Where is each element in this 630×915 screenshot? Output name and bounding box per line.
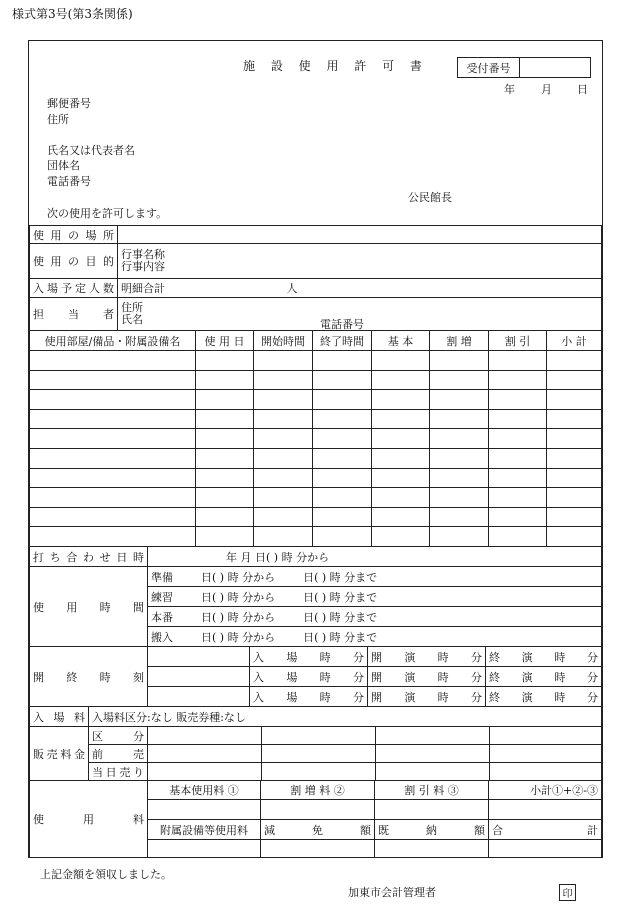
equipment-cell[interactable] — [254, 429, 313, 449]
equipment-cell[interactable] — [372, 429, 430, 449]
equipment-cell[interactable] — [372, 527, 430, 547]
admission-table — [29, 706, 602, 781]
equipment-cell[interactable] — [313, 468, 372, 488]
attendance-label: 入場予定人数 — [30, 279, 118, 298]
subtotal-value[interactable] — [489, 800, 602, 820]
receipt-number-value[interactable] — [520, 58, 590, 77]
equipment-cell[interactable] — [30, 409, 196, 429]
place-label: 使用の場所 — [30, 226, 118, 244]
table-row — [30, 351, 602, 371]
phase-to: 日( ) 時 分まで — [303, 590, 378, 604]
end-cell[interactable]: 終演時分 — [486, 667, 602, 687]
price-cell[interactable] — [262, 727, 376, 745]
price-cell[interactable] — [376, 763, 490, 781]
equip-header-surcharge: 割 増 — [430, 331, 489, 351]
equipment-cell[interactable] — [30, 507, 196, 527]
phase-name: 準備 — [151, 570, 173, 584]
table-row — [30, 488, 602, 508]
open-close-note[interactable] — [148, 647, 250, 667]
equipment-cell[interactable] — [489, 507, 547, 527]
equipment-cell[interactable] — [254, 351, 313, 371]
surcharge-value[interactable] — [261, 800, 375, 820]
table-row — [30, 507, 602, 527]
equipment-cell[interactable] — [30, 390, 196, 410]
contact-label: 担 当 者 — [30, 298, 118, 331]
equipment-cell[interactable] — [254, 370, 313, 390]
event-content-label: 行事内容 — [121, 260, 165, 273]
equipment-cell[interactable] — [196, 448, 254, 468]
equipment-cell[interactable] — [254, 527, 313, 547]
equipment-cell[interactable] — [196, 409, 254, 429]
equipment-cell[interactable] — [372, 390, 430, 410]
entry-cell[interactable]: 入場時分 — [250, 687, 368, 707]
phase-to: 日( ) 時 分まで — [303, 630, 378, 644]
equipment-cell[interactable] — [196, 527, 254, 547]
equipment-cell[interactable] — [489, 409, 547, 429]
table-row — [30, 390, 602, 410]
table-row — [30, 409, 602, 429]
sales-price-label: 販売料金 — [30, 727, 89, 781]
price-cell[interactable] — [148, 727, 262, 745]
price-cell[interactable] — [490, 745, 602, 763]
contact-field[interactable] — [118, 298, 602, 331]
table-row — [30, 429, 602, 449]
breakdown-label: 明細合計 — [121, 282, 165, 295]
date-month: 月 — [541, 83, 552, 96]
equipment-cell[interactable] — [489, 488, 547, 508]
phase-row[interactable] — [148, 587, 602, 607]
discount-value[interactable] — [375, 800, 489, 820]
equipment-cell[interactable] — [547, 507, 602, 527]
equipment-cell[interactable] — [547, 390, 602, 410]
phase-name: 本番 — [151, 610, 173, 624]
equipment-cell[interactable] — [30, 429, 196, 449]
equipment-cell[interactable] — [430, 507, 489, 527]
equipment-cell[interactable] — [489, 429, 547, 449]
usage-time-label: 使 用 時 間 — [30, 567, 148, 647]
equipment-cell[interactable] — [547, 527, 602, 547]
phase-from: 日( ) 時 分から — [201, 590, 276, 604]
start-cell[interactable]: 開演時分 — [368, 667, 486, 687]
price-cell[interactable] — [490, 727, 602, 745]
equipment-cell[interactable] — [372, 351, 430, 371]
price-cell[interactable] — [148, 763, 262, 781]
equipment-cell[interactable] — [30, 448, 196, 468]
equipment-cell[interactable] — [313, 351, 372, 371]
treasurer-label: 加東市会計管理者 — [348, 886, 436, 899]
attached-fee-label: 附属設備等使用料 — [148, 820, 261, 840]
basic-fee-label: 基本使用料 ① — [148, 781, 261, 800]
paid-label: 既 納 額 — [375, 820, 489, 840]
advance-label: 前 売 — [89, 745, 148, 763]
equipment-cell[interactable] — [489, 448, 547, 468]
equipment-cell[interactable] — [547, 448, 602, 468]
equipment-cell[interactable] — [489, 370, 547, 390]
equipment-cell[interactable] — [430, 429, 489, 449]
table-row — [30, 370, 602, 390]
equipment-cell[interactable] — [489, 468, 547, 488]
equipment-cell[interactable] — [254, 409, 313, 429]
equipment-cell[interactable] — [196, 351, 254, 371]
equipment-cell[interactable] — [254, 390, 313, 410]
surcharge-label: 割 増 料 ② — [261, 781, 375, 800]
postal-label: 郵便番号 — [47, 97, 91, 110]
equipment-cell[interactable] — [372, 448, 430, 468]
equipment-cell[interactable] — [30, 370, 196, 390]
issuer-label: 公民館長 — [408, 191, 452, 204]
table-row — [30, 448, 602, 468]
equipment-cell[interactable] — [30, 468, 196, 488]
meeting-label: 打ち合わせ日時 — [30, 547, 148, 567]
admission-label: 入 場 料 — [30, 707, 89, 727]
equipment-cell[interactable] — [372, 507, 430, 527]
equipment-cell[interactable] — [254, 488, 313, 508]
phase-from: 日( ) 時 分から — [201, 630, 276, 644]
equipment-cell[interactable] — [196, 390, 254, 410]
division-label: 区 分 — [89, 727, 148, 745]
meeting-field[interactable]: 年 月 日( ) 時 分から — [148, 547, 602, 567]
equip-header-date: 使 用 日 — [196, 331, 254, 351]
open-close-label: 開 終 時 刻 — [30, 647, 148, 707]
attached-fee-value[interactable] — [148, 840, 261, 858]
phase-row[interactable] — [148, 607, 602, 627]
address-label: 住所 — [47, 113, 69, 126]
equipment-cell[interactable] — [30, 527, 196, 547]
price-cell[interactable] — [490, 763, 602, 781]
equipment-cell[interactable] — [254, 468, 313, 488]
fee-label: 使 用 料 — [30, 781, 148, 858]
phase-to: 日( ) 時 分まで — [303, 610, 378, 624]
date-year: 年 — [504, 83, 515, 96]
equipment-cell[interactable] — [30, 351, 196, 371]
exemption-label: 減 免 額 — [261, 820, 375, 840]
equipment-cell[interactable] — [489, 527, 547, 547]
phase-row[interactable] — [148, 567, 602, 587]
equipment-cell[interactable] — [254, 507, 313, 527]
phase-from: 日( ) 時 分から — [201, 610, 276, 624]
price-cell[interactable] — [148, 745, 262, 763]
table-row — [30, 527, 602, 547]
equipment-cell[interactable] — [313, 507, 372, 527]
equipment-cell[interactable] — [196, 468, 254, 488]
permission-text: 次の使用を許可します。 — [47, 207, 168, 220]
admission-detail: 入場料区分:なし 販売券種:なし — [89, 707, 602, 727]
equipment-cell[interactable] — [489, 390, 547, 410]
permit-form — [28, 40, 603, 858]
receipt-number-box — [457, 57, 591, 78]
equipment-cell[interactable] — [430, 468, 489, 488]
form-label: 様式第3号(第3条関係) — [12, 7, 133, 21]
table-row — [30, 468, 602, 488]
equipment-cell[interactable] — [430, 488, 489, 508]
purpose-field[interactable] — [118, 244, 602, 279]
equipment-cell[interactable] — [547, 468, 602, 488]
equipment-cell[interactable] — [489, 351, 547, 371]
equip-header-subtotal: 小 計 — [547, 331, 602, 351]
equipment-cell[interactable] — [547, 429, 602, 449]
equipment-cell[interactable] — [313, 390, 372, 410]
equipment-cell[interactable] — [372, 370, 430, 390]
equipment-cell[interactable] — [430, 370, 489, 390]
date-day: 日 — [577, 83, 588, 96]
basic-fee-value[interactable] — [148, 800, 261, 820]
equipment-cell[interactable] — [430, 527, 489, 547]
equipment-cell[interactable] — [196, 370, 254, 390]
entry-cell[interactable]: 入場時分 — [250, 667, 368, 687]
equipment-cell[interactable] — [254, 448, 313, 468]
schedule-table — [29, 546, 602, 707]
phase-row[interactable] — [148, 627, 602, 647]
equip-header-start: 開始時間 — [254, 331, 313, 351]
equipment-rows — [30, 351, 602, 547]
event-name-label: 行事名称 — [121, 248, 165, 261]
equipment-cell[interactable] — [547, 370, 602, 390]
subtotal-label: 小計①+②-③ — [489, 781, 602, 800]
equip-header-name: 使用部屋/備品・附属設備名 — [30, 331, 196, 351]
contact-address-label: 住所 — [121, 301, 143, 314]
phone-label: 電話番号 — [47, 175, 91, 188]
phase-from: 日( ) 時 分から — [201, 570, 276, 584]
end-cell[interactable]: 終演時分 — [486, 647, 602, 667]
equipment-cell[interactable] — [313, 370, 372, 390]
entry-cell[interactable]: 入場時分 — [250, 647, 368, 667]
name-label: 氏名又は代表者名 — [47, 144, 135, 157]
same-day-label: 当日売り — [89, 763, 148, 781]
purpose-label: 使用の目的 — [30, 244, 118, 279]
equipment-cell[interactable] — [372, 409, 430, 429]
received-text: 上記金額を領収しました。 — [40, 868, 172, 881]
form-header — [29, 41, 602, 225]
equipment-cell[interactable] — [30, 488, 196, 508]
people-unit: 人 — [286, 282, 298, 295]
price-cell[interactable] — [376, 727, 490, 745]
equipment-cell[interactable] — [313, 488, 372, 508]
attendance-field[interactable] — [118, 279, 602, 298]
phase-to: 日( ) 時 分まで — [303, 570, 378, 584]
discount-label: 割 引 料 ③ — [375, 781, 489, 800]
contact-name-label: 氏名 — [121, 313, 143, 326]
equipment-table — [29, 330, 602, 547]
equipment-cell[interactable] — [430, 409, 489, 429]
equipment-cell[interactable] — [313, 448, 372, 468]
equipment-cell[interactable] — [547, 488, 602, 508]
usage-info-table — [29, 225, 602, 331]
price-cell[interactable] — [262, 763, 376, 781]
equipment-cell[interactable] — [547, 351, 602, 371]
equipment-cell[interactable] — [313, 409, 372, 429]
equip-header-end: 終了時間 — [313, 331, 372, 351]
group-label: 団体名 — [47, 159, 80, 172]
paid-value[interactable] — [375, 840, 489, 858]
equipment-cell[interactable] — [196, 507, 254, 527]
total-value[interactable] — [489, 840, 602, 858]
equipment-cell[interactable] — [372, 468, 430, 488]
receipt-number-label: 受付番号 — [458, 58, 520, 77]
equipment-cell[interactable] — [372, 488, 430, 508]
contact-phone-label: 電話番号 — [320, 318, 364, 331]
equipment-cell[interactable] — [430, 351, 489, 371]
seal-mark: 印 — [559, 884, 576, 901]
total-label: 合 計 — [489, 820, 602, 840]
open-close-note[interactable] — [148, 667, 250, 687]
equipment-cell[interactable] — [547, 409, 602, 429]
price-cell[interactable] — [376, 745, 490, 763]
start-cell[interactable]: 開演時分 — [368, 687, 486, 707]
exemption-value[interactable] — [261, 840, 375, 858]
equipment-cell[interactable] — [430, 390, 489, 410]
page-title: 施 設 使 用 許 可 書 — [243, 59, 428, 73]
equipment-cell[interactable] — [313, 527, 372, 547]
equipment-cell[interactable] — [430, 448, 489, 468]
open-close-note[interactable] — [148, 687, 250, 707]
equipment-cell[interactable] — [196, 429, 254, 449]
place-field[interactable] — [118, 226, 602, 244]
equip-header-discount: 割 引 — [489, 331, 547, 351]
equip-header-basic: 基 本 — [372, 331, 430, 351]
price-cell[interactable] — [262, 745, 376, 763]
phase-name: 練習 — [151, 590, 173, 604]
phase-name: 搬入 — [151, 630, 173, 644]
equipment-cell[interactable] — [196, 488, 254, 508]
equipment-cell[interactable] — [313, 429, 372, 449]
start-cell[interactable]: 開演時分 — [368, 647, 486, 667]
end-cell[interactable]: 終演時分 — [486, 687, 602, 707]
fees-table — [29, 780, 602, 858]
